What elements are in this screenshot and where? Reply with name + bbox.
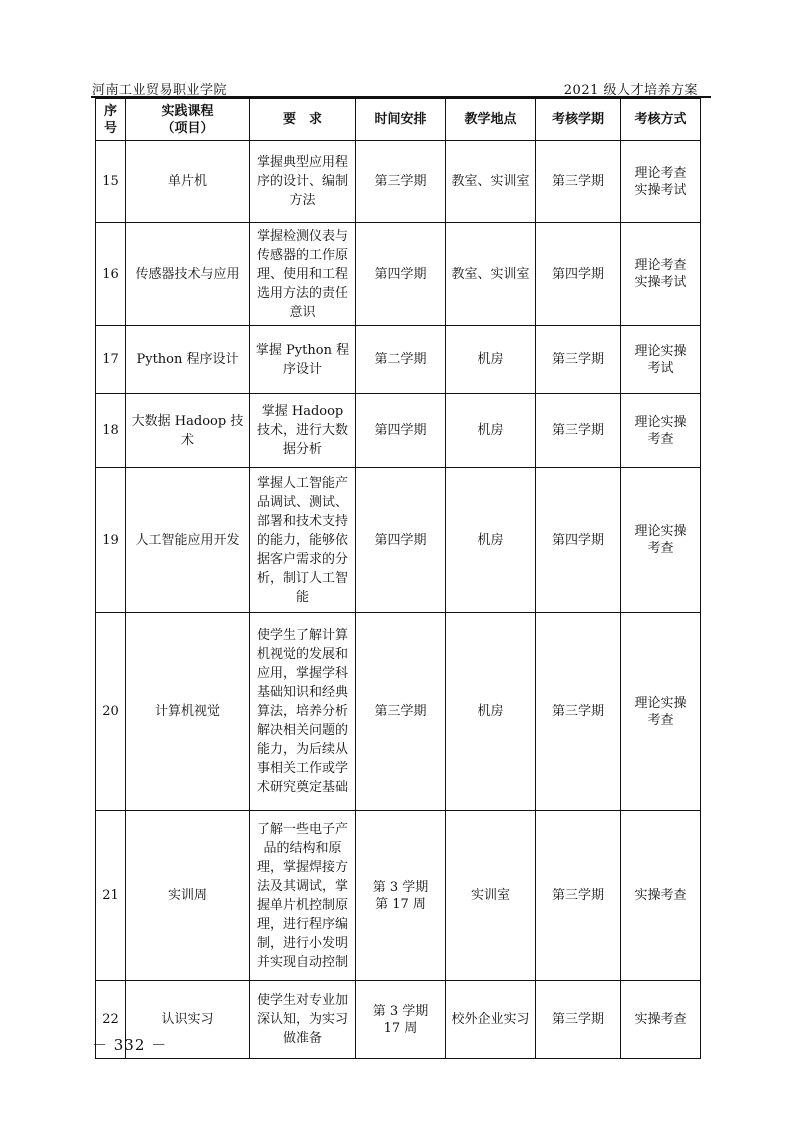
cell-course: 实训周: [126, 811, 250, 981]
cell-exam-term: 第三学期: [536, 811, 621, 981]
cell-exam-term: 第四学期: [536, 468, 621, 613]
exam-method-line: 理论实操: [634, 524, 687, 539]
exam-method-line: 实操考试: [634, 275, 687, 290]
col-header-index-line1: 序: [103, 103, 117, 119]
schedule-line: 第四学期: [374, 266, 427, 282]
cell-location: 教室、实训室: [446, 223, 536, 326]
cell-schedule: [356, 141, 446, 223]
col-header-location: 教学地点: [446, 99, 536, 141]
cell-exam-term: 第三学期: [536, 394, 621, 468]
col-header-index: [96, 99, 126, 141]
col-header-course-line1: 实践课程: [161, 103, 214, 119]
cell-requirement: 掌握 Python 程序设计: [250, 326, 356, 394]
schedule-line: 第三学期: [374, 704, 427, 719]
schedule-line: 第 17 周: [375, 896, 426, 912]
schedule-line: 17 周: [383, 1020, 418, 1036]
cell-exam-term: 第三学期: [536, 326, 621, 394]
cell-location: 教室、实训室: [446, 141, 536, 223]
schedule-line: 第 3 学期: [372, 1003, 429, 1019]
cell-index: 21: [96, 811, 126, 981]
exam-method-line: 实操考查: [634, 888, 687, 903]
cell-exam-term: 第三学期: [536, 613, 621, 811]
cell-exam-term: 第四学期: [536, 223, 621, 326]
cell-course: 传感器技术与应用: [126, 223, 250, 326]
exam-method-line: 理论实操: [634, 695, 687, 711]
col-header-index-line2: 号: [103, 120, 117, 136]
cell-exam-term: 第三学期: [536, 981, 621, 1059]
cell-course: 人工智能应用开发: [126, 468, 250, 613]
cell-index: 18: [96, 394, 126, 468]
cell-exam-method: [621, 468, 701, 613]
exam-method-line: 考试: [647, 360, 674, 376]
cell-course: Python 程序设计: [126, 326, 250, 394]
schedule-line: 第 3 学期: [372, 879, 429, 895]
col-header-course: [126, 99, 250, 141]
col-header-schedule: 时间安排: [356, 99, 446, 141]
cell-exam-term: 第三学期: [536, 141, 621, 223]
cell-exam-method: [621, 394, 701, 468]
cell-requirement: 了解一些电子产品的结构和原理，掌握焊接方法及其调试，掌握单片机控制原理，进行程序编制，进行小发明并实现自动控制: [250, 811, 356, 981]
col-header-requirement: 要 求: [250, 99, 356, 141]
cell-requirement: 使学生了解计算机视觉的发展和应用，掌握学科基础知识和经典算法，培养分析解决相关问题的能力，为后续从事相关工作或学术研究奠定基础: [250, 613, 356, 811]
cell-requirement: 掌握检测仪表与传感器的工作原理、使用和工程选用方法的责任意识: [250, 223, 356, 326]
table-header-row: [96, 99, 701, 141]
cell-course: 单片机: [126, 141, 250, 223]
cell-requirement: 掌握 Hadoop 技术，进行大数据分析: [250, 394, 356, 468]
cell-schedule: [356, 223, 446, 326]
cell-location: 机房: [446, 613, 536, 811]
cell-index: 20: [96, 613, 126, 811]
cell-location: 机房: [446, 394, 536, 468]
exam-method-line: 理论考查: [634, 258, 687, 273]
col-header-exam-term: 考核学期: [536, 99, 621, 141]
exam-method-line: 考查: [647, 431, 674, 447]
table-row: [96, 326, 701, 394]
col-header-course-line2: （项目）: [161, 120, 214, 136]
practice-course-table: [95, 98, 701, 1059]
cell-requirement: 掌握典型应用程序的设计、编制方法: [250, 141, 356, 223]
cell-index: 22: [96, 981, 126, 1059]
cell-exam-method: [621, 141, 701, 223]
cell-exam-method: [621, 981, 701, 1059]
col-header-exam-method: 考核方式: [621, 99, 701, 141]
table-row: [96, 613, 701, 811]
cell-schedule: [356, 394, 446, 468]
cell-exam-method: [621, 613, 701, 811]
cell-schedule: [356, 468, 446, 613]
cell-course: 大数据 Hadoop 技术: [126, 394, 250, 468]
page-number: － 332 －: [92, 1036, 168, 1054]
table-row: [96, 981, 701, 1059]
schedule-line: 第四学期: [374, 423, 427, 438]
cell-location: 校外企业实习: [446, 981, 536, 1059]
table-row: [96, 141, 701, 223]
table-row: [96, 394, 701, 468]
exam-method-line: 理论考查: [634, 165, 687, 181]
cell-schedule: [356, 326, 446, 394]
schedule-line: 第四学期: [374, 532, 427, 548]
cell-requirement: 掌握人工智能产品调试、测试、部署和技术支持的能力，能够依据客户需求的分析，制订人工智能: [250, 468, 356, 613]
cell-schedule: [356, 613, 446, 811]
exam-method-line: 理论实操: [634, 343, 687, 359]
cell-exam-method: [621, 811, 701, 981]
table-row: [96, 811, 701, 981]
exam-method-line: 考查: [647, 541, 674, 556]
exam-method-line: 理论实操: [634, 414, 687, 430]
table-row: [96, 223, 701, 326]
cell-exam-method: [621, 326, 701, 394]
exam-method-line: 实操考试: [634, 182, 687, 198]
cell-index: 19: [96, 468, 126, 613]
exam-method-line: 实操考查: [634, 1012, 687, 1027]
schedule-line: 第二学期: [374, 352, 427, 367]
cell-course: 认识实习: [126, 981, 250, 1059]
cell-course: 计算机视觉: [126, 613, 250, 811]
header-document-title: 2021 级人才培养方案: [563, 83, 698, 98]
cell-schedule: [356, 811, 446, 981]
cell-exam-method: [621, 223, 701, 326]
cell-location: 机房: [446, 326, 536, 394]
cell-schedule: [356, 981, 446, 1059]
table-row: [96, 468, 701, 613]
cell-index: 17: [96, 326, 126, 394]
cell-location: 机房: [446, 468, 536, 613]
cell-index: 16: [96, 223, 126, 326]
cell-index: 15: [96, 141, 126, 223]
schedule-line: 第三学期: [374, 174, 427, 189]
exam-method-line: 考查: [647, 712, 674, 728]
header-school-name: 河南工业贸易职业学院: [92, 83, 228, 98]
cell-location: 实训室: [446, 811, 536, 981]
cell-requirement: 使学生对专业加深认知，为实习做准备: [250, 981, 356, 1059]
